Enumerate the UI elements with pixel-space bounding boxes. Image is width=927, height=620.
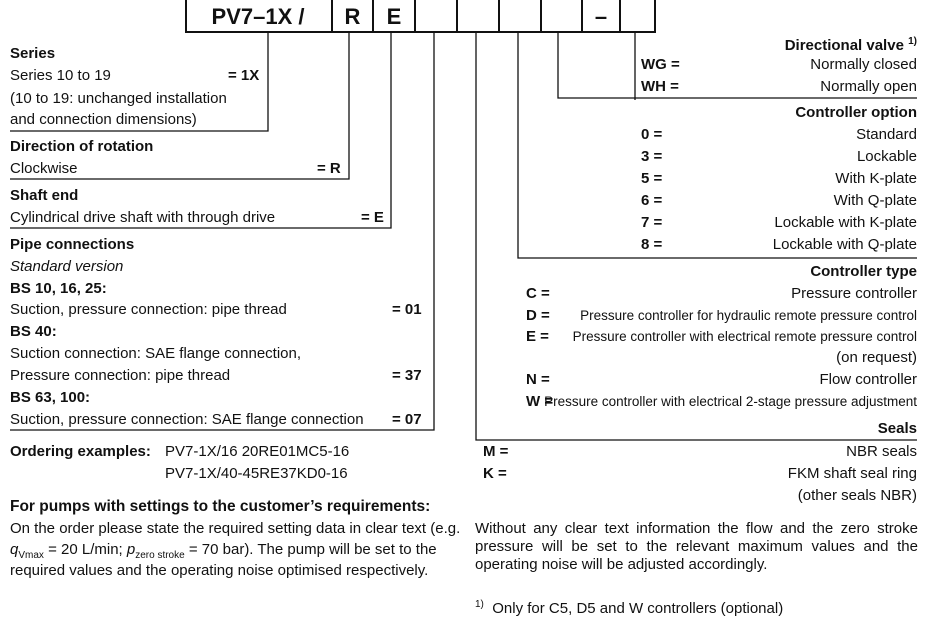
seals-text-k: FKM shaft seal ring (787, 465, 917, 482)
option-text-7: Lockable with K-plate (774, 214, 917, 231)
custom-title: For pumps with settings to the customer’s requirements: (10, 498, 431, 515)
series-title: Series (10, 45, 56, 62)
valve-code-wh: WH = (641, 78, 679, 95)
type-code-n: N = (526, 371, 550, 388)
valve-title-sup: 1) (908, 36, 917, 47)
type-code-e: E = (526, 328, 549, 345)
option-code-5: 5 = (641, 170, 663, 187)
q-subscript: Vmax (18, 550, 44, 561)
pipe-bs1-code: = 01 (392, 301, 422, 318)
pipe-bs2-code: = 37 (392, 367, 422, 384)
code-cell-dash: – (581, 0, 619, 33)
code-cell-shaft: E (372, 0, 414, 33)
shaft-title: Shaft end (10, 187, 79, 204)
type-text-n: Flow controller (819, 371, 917, 388)
type-code-c: C = (526, 285, 550, 302)
valve-title (785, 33, 917, 55)
seals-code-k: K = (483, 465, 507, 482)
p-symbol: p (126, 541, 136, 558)
seals-title: Seals (877, 420, 917, 437)
pipe-bs3-text: Suction, pressure connection: SAE flange connection (10, 411, 364, 428)
code-cell-type (498, 0, 540, 33)
ordering-example-2: PV7-1X/40-45RE37KD0-16 (165, 465, 348, 482)
option-code-7: 7 = (641, 214, 663, 231)
option-code-8: 8 = (641, 236, 663, 253)
pipe-bs1-text: Suction, pressure connection: pipe thread (10, 301, 287, 318)
option-text-6: With Q-plate (833, 192, 917, 209)
valve-text-wg: Normally closed (810, 56, 917, 73)
footnote-text: Only for C5, D5 and W controllers (optional) (492, 600, 784, 617)
code-prefix: PV7–1X / (211, 4, 305, 29)
code-cell-option (540, 0, 581, 33)
shaft-line1: Cylindrical drive shaft with through drive (10, 209, 276, 226)
type-text-e-note: (on request) (836, 349, 917, 366)
series-code: = 1X (228, 67, 260, 84)
pipe-subtitle: Standard version (10, 258, 124, 275)
controller-option-title: Controller option (795, 104, 917, 121)
code-cell-pipe (414, 0, 456, 33)
code-cell-valve (619, 0, 656, 33)
option-text-0: Standard (856, 126, 917, 143)
valve-text-wh: Normally open (820, 78, 917, 95)
seals-text-m: NBR seals (846, 443, 917, 460)
controller-type-title: Controller type (810, 263, 917, 280)
valve-code-wg: WG = (641, 56, 680, 73)
type-text-e: Pressure controller with electrical remote pressure control (572, 329, 917, 344)
p-subscript: zero stroke (135, 550, 185, 561)
ordering-label: Ordering examples: (10, 443, 151, 460)
option-code-0: 0 = (641, 126, 663, 143)
ordering-example-1: PV7-1X/16 20RE01MC5-16 (165, 443, 350, 460)
seals-text-other: (other seals NBR) (797, 487, 917, 504)
q-value: = 20 L/min; (43, 541, 127, 558)
shaft-code: = E (361, 209, 384, 226)
pipe-bs2-text1: Suction connection: SAE flange connection, (10, 345, 302, 362)
option-text-5: With K-plate (835, 170, 917, 187)
code-cell-rotation: R (331, 0, 372, 33)
series-line3: and connection dimensions) (10, 111, 197, 128)
custom-text1: On the order please state the required setting data in clear text (e.g. (10, 520, 461, 537)
type-code-d: D = (526, 307, 550, 324)
rotation-code: = R (317, 160, 341, 177)
option-text-8: Lockable with Q-plate (772, 236, 917, 253)
order-code-box (185, 0, 656, 33)
note-paragraph: Without any clear text information the flow and the zero stroke pressure will be set to the relevant maximum values and the operating noise will be adjusted accordingly. (475, 520, 918, 573)
pipe-bs1: BS 10, 16, 25: (10, 280, 107, 297)
rotation-title: Direction of rotation (10, 138, 154, 155)
option-code-3: 3 = (641, 148, 663, 165)
series-line2: (10 to 19: unchanged installation (10, 90, 227, 107)
footnote-mark: 1) (475, 599, 484, 610)
option-code-6: 6 = (641, 192, 663, 209)
pipe-bs2-text2: Pressure connection: pipe thread (10, 367, 231, 384)
type-text-w: Pressure controller with electrical 2-stage pressure adjustment (544, 394, 917, 409)
valve-title-text: Directional valve (784, 37, 904, 54)
series-line1: Series 10 to 19 (10, 67, 111, 84)
p-value: = 70 bar). The pump will be set to the (184, 541, 437, 558)
custom-text3: required values and the operating noise optimised respectively. (10, 562, 429, 579)
q-symbol: q (10, 541, 19, 558)
pipe-bs3-code: = 07 (392, 411, 422, 428)
code-cell-seals (456, 0, 498, 33)
pipe-bs3: BS 63, 100: (10, 389, 91, 406)
footnote (475, 596, 783, 618)
type-code-w: W = (526, 393, 554, 410)
option-text-3: Lockable (856, 148, 917, 165)
rotation-line1: Clockwise (10, 160, 78, 177)
pipe-title: Pipe connections (10, 236, 135, 253)
type-text-d: Pressure controller for hydraulic remote pressure control (580, 308, 917, 323)
seals-code-m: M = (483, 443, 509, 460)
pipe-bs2: BS 40: (10, 323, 57, 340)
type-text-c: Pressure controller (791, 285, 917, 302)
